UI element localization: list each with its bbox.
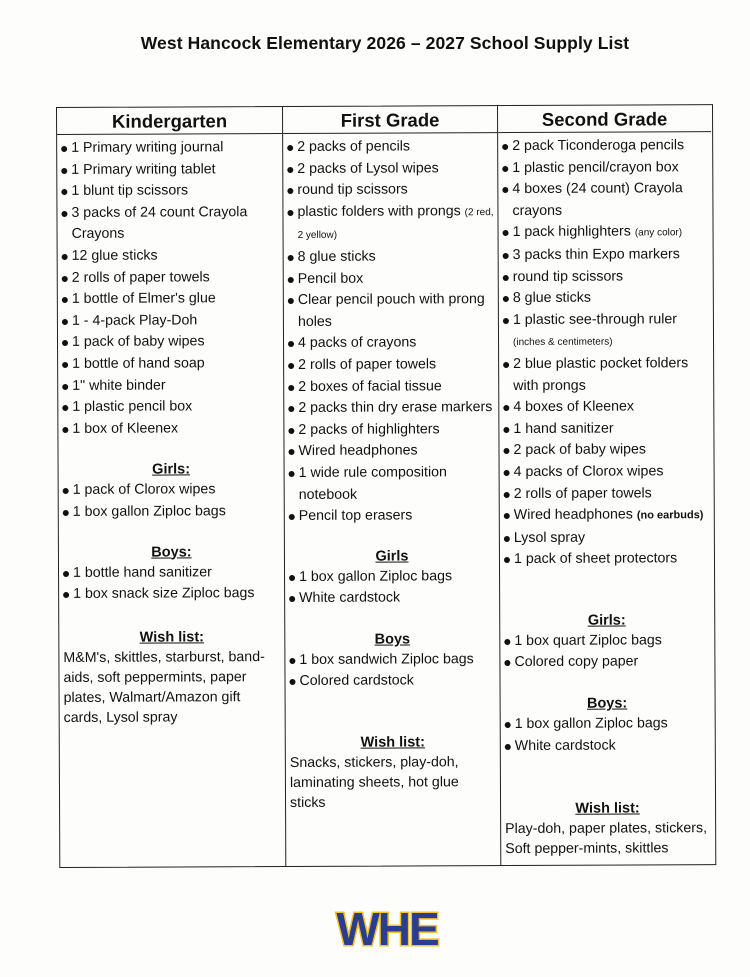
list-item-text: 1 plastic pencil box (72, 398, 193, 416)
list-item-text: 1 box of Kleenex (72, 420, 179, 437)
list-item (504, 483, 713, 506)
list-item (62, 375, 283, 398)
list-item (289, 587, 499, 610)
list-item-text: 8 glue sticks (512, 289, 591, 307)
section-heading-wish-list: Wish list: (139, 629, 205, 646)
list-item-text: 1" white binder (72, 377, 166, 394)
list-item-text: 1 box sandwich Ziploc bags (299, 651, 474, 668)
list-item-text: 2 pack Ticonderoga pencils (512, 137, 685, 155)
list-item-text: 1 hand sanitizer (513, 420, 614, 437)
list-item-text: 2 boxes of facial tissue (298, 377, 442, 395)
wish-list-text: Snacks, stickers, play-doh, laminating sheets, hot glue sticks (289, 754, 459, 812)
logo-lettering: WHE (336, 903, 438, 953)
list-item (502, 178, 711, 222)
list-item-text: 1 wide rule composition notebook (298, 464, 447, 503)
list-item (503, 244, 712, 267)
section-heading-boys: Boys (374, 631, 411, 648)
wish-list-text: M&M's, skittles, starburst, band-aids, soft peppermints, paper plates, Walmart/Amazon gift cards, Lysol spray (63, 648, 265, 726)
item-list (285, 649, 499, 693)
list-item-text: 1 pack of baby wipes (71, 333, 205, 351)
list-item (288, 268, 498, 291)
item-list (285, 566, 499, 610)
list-item (61, 137, 282, 160)
list-item-text: 1 bottle of hand soap (72, 355, 205, 372)
list-item-text: 2 blue plastic pocket folders with prongs (513, 355, 689, 394)
list-item-text: 4 boxes of Kleenex (513, 398, 635, 416)
list-item (502, 135, 711, 158)
list-item-text: 2 packs of Lysol wipes (297, 159, 439, 177)
list-item-text: White cardstock (514, 737, 616, 754)
list-item-text: Colored cardstock (299, 672, 414, 690)
list-item-text: 1 plastic see-through ruler (512, 311, 677, 328)
list-item-text: 1 plastic pencil/crayon box (512, 158, 679, 176)
list-item (502, 157, 711, 180)
list-item (63, 583, 284, 606)
list-item (288, 397, 498, 420)
list-item-text: 8 glue sticks (297, 248, 376, 265)
list-item-text: Colored copy paper (514, 653, 639, 671)
list-item-text: Lysol spray (513, 529, 586, 546)
list-item (287, 201, 497, 247)
column-heading-second-grade: Second Grade (498, 105, 711, 133)
kindergarten-column (57, 107, 285, 867)
list-item (287, 136, 497, 159)
list-item-text: 2 pack of baby wipes (513, 441, 647, 459)
list-item-text: 2 packs of pencils (297, 138, 410, 155)
section-heading-girls: Girls: (587, 612, 626, 629)
list-item-text: 1 blunt tip scissors (71, 182, 189, 200)
list-item (288, 419, 498, 442)
column-heading-first-grade: First Grade (283, 106, 497, 134)
item-list (59, 562, 284, 606)
section-heading-boys: Boys: (586, 695, 628, 712)
list-item (63, 562, 284, 585)
list-item-text: 1 box gallon Ziploc bags (299, 567, 453, 585)
list-item-text: 2 rolls of paper towels (71, 268, 210, 286)
list-item-text: 4 boxes (24 count) Crayola crayons (512, 180, 683, 219)
list-item (503, 266, 712, 289)
list-item-note: (inches & centimeters) (513, 336, 613, 349)
item-list (501, 713, 714, 757)
list-item (503, 287, 712, 310)
item-list (59, 479, 284, 523)
supply-table (56, 104, 716, 868)
section-heading-boys: Boys: (151, 543, 192, 561)
list-item (62, 331, 283, 354)
list-item-text: 3 packs of 24 count Crayola Crayons (71, 203, 248, 243)
list-item (61, 159, 282, 182)
list-item (62, 353, 283, 376)
column-heading-kindergarten: Kindergarten (57, 107, 282, 135)
section-heading-girls: Girls (375, 548, 409, 565)
list-item (62, 245, 283, 268)
list-item-text: 4 packs of Clorox wipes (513, 463, 664, 480)
list-item-note: (any color) (634, 227, 683, 239)
list-item-text: round tip scissors (512, 268, 624, 285)
list-item (503, 418, 712, 441)
list-item-text: Clear pencil pouch with prong holes (297, 291, 485, 330)
list-item (289, 462, 499, 506)
list-item-note: (no earbuds) (636, 509, 704, 522)
list-item-text: 1 box snack size Ziploc bags (73, 585, 255, 603)
list-item-text: 1 pack of sheet protectors (513, 550, 678, 568)
list-item (503, 353, 712, 397)
list-item (505, 713, 714, 736)
list-item-text: 3 packs thin Expo markers (512, 246, 680, 263)
list-item-text: plastic folders with prongs (297, 203, 461, 220)
first-grade-column (282, 106, 500, 866)
section-heading-wish-list: Wish list: (360, 734, 425, 751)
list-item-text: White cardstock (299, 589, 401, 607)
list-item (288, 246, 498, 269)
list-item (63, 479, 284, 502)
list-item (289, 505, 499, 528)
list-item (287, 158, 497, 181)
list-item (503, 439, 712, 462)
list-item (62, 310, 283, 333)
list-item (287, 179, 497, 202)
list-item (504, 504, 713, 528)
list-item-text: 1 box gallon Ziploc bags (514, 715, 668, 733)
list-item-text: 1 Primary writing tablet (71, 160, 216, 178)
list-item (61, 202, 282, 246)
list-item (289, 671, 499, 694)
section-heading-wish-list: Wish list: (575, 800, 640, 817)
list-item-text: Pencil box (297, 270, 364, 287)
list-item-text: 12 glue sticks (71, 247, 158, 264)
list-item (504, 548, 713, 571)
list-item-text: 4 packs of crayons (297, 334, 417, 352)
list-item-text: 1 box quart Ziploc bags (514, 632, 662, 649)
list-item-text: Wired headphones (298, 442, 418, 460)
item-list (57, 134, 283, 440)
list-item (504, 527, 713, 550)
list-item (503, 222, 712, 246)
list-item (505, 735, 714, 758)
school-logo (311, 903, 463, 953)
section-heading-girls: Girls: (152, 461, 191, 478)
list-item (62, 267, 283, 290)
list-item (504, 630, 713, 653)
list-item (504, 461, 713, 484)
list-item (289, 649, 499, 672)
item-list (500, 630, 713, 674)
second-grade-column (497, 105, 714, 865)
list-item (61, 180, 282, 203)
list-item-text: 1 bottle of Elmer's glue (71, 290, 216, 308)
list-item (504, 652, 713, 675)
list-item-text: 2 rolls of paper towels (513, 484, 652, 502)
item-list (498, 132, 713, 571)
page-title: West Hancock Elementary 2026 – 2027 School Supply List (140, 33, 630, 53)
list-item (62, 418, 283, 441)
item-list (283, 133, 499, 528)
list-item (288, 354, 498, 377)
list-item (289, 566, 499, 589)
list-item-text: Pencil top erasers (298, 507, 413, 525)
list-item (503, 309, 712, 354)
list-item-text: 1 box gallon Ziploc bags (72, 503, 226, 520)
list-item-text: 2 packs thin dry erase markers (298, 399, 493, 417)
wish-list-text: Play-doh, paper plates, stickers, Soft pepper-mints, skittles (505, 820, 708, 858)
list-item-text: round tip scissors (297, 181, 408, 199)
list-item-text: 1 pack highlighters (512, 223, 631, 241)
list-item-note: (2 red, 2 yellow) (297, 206, 494, 242)
list-item (503, 396, 712, 419)
list-item (288, 332, 498, 355)
list-item-text: 1 - 4-pack Play-Doh (71, 312, 198, 329)
list-item (62, 396, 283, 419)
list-item (288, 440, 498, 463)
list-item (288, 376, 498, 399)
list-item (288, 289, 498, 333)
list-item (62, 288, 283, 311)
list-item-text: 1 bottle hand sanitizer (72, 563, 212, 581)
list-item-text: 1 pack of Clorox wipes (72, 481, 216, 499)
list-item-text: 2 packs of highlighters (298, 421, 440, 438)
list-item (63, 501, 284, 524)
list-item-text: Wired headphones (513, 506, 633, 524)
list-item-text: 2 rolls of paper towels (298, 356, 437, 373)
list-item-text: 1 Primary writing journal (71, 139, 224, 156)
